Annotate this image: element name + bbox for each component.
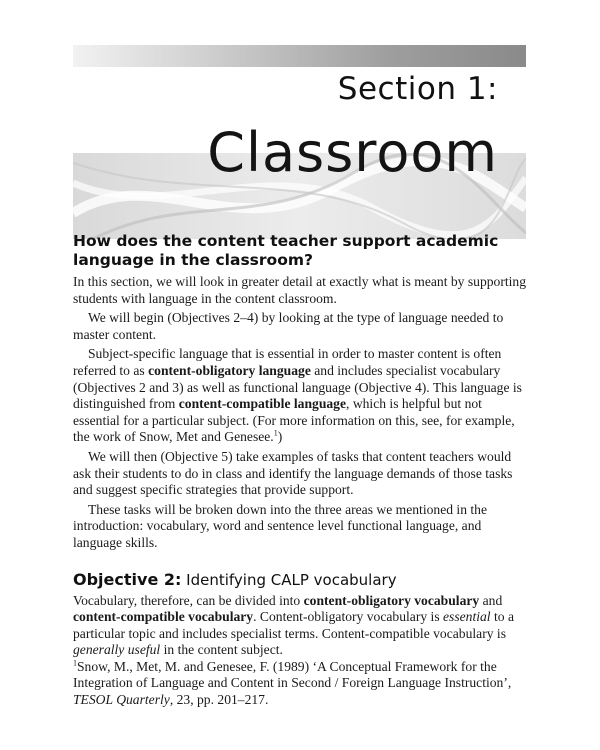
- section-label: Section 1:: [337, 71, 498, 107]
- paragraph-vocabulary: Vocabulary, therefore, can be divided into content-obligatory vocabulary and content-compatible vocabulary. Content-obligatory vocabulary is essential to a particular topic and includes specialist terms. Content-compatible vocabulary is generally useful in the content subject.: [73, 592, 514, 658]
- paragraph-tasks: We will then (Objective 5) take examples of tasks that content teachers would ask their students to do in class and identify the language demands of those tasks and suggest specific strategies that provide support.: [73, 448, 513, 498]
- footnote-marker: 1: [73, 658, 77, 668]
- term-content-obligatory-language: content-obligatory language: [148, 362, 311, 378]
- objective-heading: [73, 570, 528, 589]
- objective-topic: Identifying CALP vocabulary: [181, 570, 397, 589]
- page-title: Classroom: [207, 121, 498, 184]
- paragraph-intro: In this section, we will look in greater detail at exactly what is meant by supporting students with language in the content classroom.: [73, 274, 527, 306]
- journal-title: TESOL Quarterly: [73, 692, 170, 708]
- paragraph-objectives: We will begin (Objectives 2–4) by looking at the type of language needed to master content.: [73, 310, 504, 342]
- term-content-compatible-language: content-compatible language: [178, 396, 347, 412]
- section-banner: [73, 45, 526, 195]
- main-content: [73, 232, 528, 709]
- footnote: $^1$Snow, M., Met, M. and Genesee, F. (1989) ‘A Conceptual Framework for the Integration of Language and Content in Second / Foreign Language Instruction’, TESOL Quarterly, 23, pp. 201–217.: [73, 658, 512, 708]
- footnote-reference: 1: [273, 428, 278, 438]
- paragraph-areas: These tasks will be broken down into the three areas we mentioned in the introduction: vocabulary, word and sentence level functional language, and language skills.: [73, 501, 488, 550]
- section-heading: How does the content teacher support academic language in the classroom?: [73, 232, 499, 269]
- banner-gradient-bar: [73, 45, 526, 67]
- objective-label: Objective 2:: [73, 569, 182, 589]
- paragraph-subject-language: Subject-specific language that is essential in order to master content is often referred to as content-obligatory language and includes specialist vocabulary (Objectives 2 and 3) as well as functional language (Objective 4). This language is distinguished from content-compatible language, which is helpful but not essential for a particular subject. (For more information on this, see, for example, the work of Snow, Met and Genesee.$^1$): [73, 346, 522, 445]
